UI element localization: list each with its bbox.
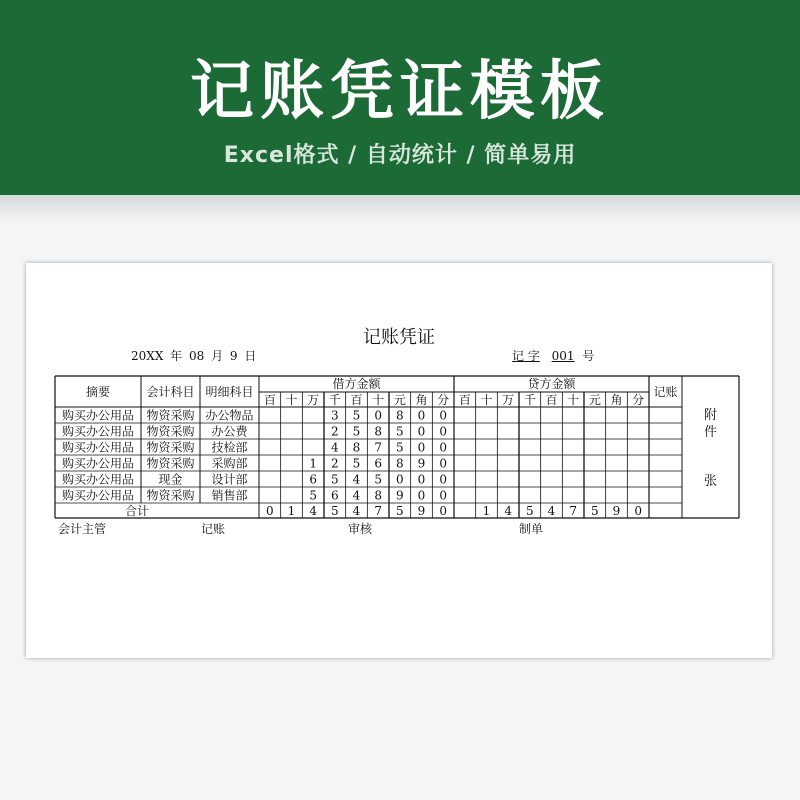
row-detail: 销售部 xyxy=(211,488,248,503)
digit-header-debit: 百 xyxy=(263,393,276,407)
header-credit: 贷方金额 xyxy=(527,377,576,391)
total-credit-digit: 4 xyxy=(504,504,512,518)
digit-header-debit: 元 xyxy=(393,393,406,407)
total-credit-digit: 1 xyxy=(482,504,491,518)
total-credit-digit: 7 xyxy=(569,504,577,518)
row-summary: 购买办公用品 xyxy=(61,488,135,503)
debit-digit: 0 xyxy=(374,408,382,423)
row-summary: 购买办公用品 xyxy=(61,472,135,487)
sign-reviewer: 审核 xyxy=(348,522,373,536)
debit-digit: 8 xyxy=(374,424,382,439)
digit-header-credit: 元 xyxy=(588,393,601,407)
total-debit-digit: 5 xyxy=(331,504,339,518)
banner-shadow xyxy=(0,195,800,223)
row-account: 物资采购 xyxy=(146,456,195,471)
attachment-unit: 张 xyxy=(703,474,718,489)
digit-header-credit: 千 xyxy=(523,393,536,407)
debit-digit: 0 xyxy=(417,408,426,423)
digit-header-debit: 百 xyxy=(350,393,363,407)
voucher-title: 记账凭证 xyxy=(363,327,435,348)
debit-digit: 8 xyxy=(352,440,361,455)
row-detail: 设计部 xyxy=(211,472,248,487)
row-account: 物资采购 xyxy=(146,408,195,423)
debit-digit: 0 xyxy=(439,408,447,423)
digit-header-credit: 分 xyxy=(632,393,645,407)
row-summary: 购买办公用品 xyxy=(61,424,135,439)
voucher-date: 20XX 年 08 月 9 日 xyxy=(131,349,257,363)
debit-digit: 4 xyxy=(331,440,339,455)
total-debit-digit: 7 xyxy=(374,504,382,518)
digit-header-credit: 十 xyxy=(480,393,493,407)
total-credit-digit: 9 xyxy=(612,504,621,518)
row-account: 物资采购 xyxy=(146,424,195,439)
debit-digit: 5 xyxy=(352,408,361,423)
voucher-table xyxy=(26,263,772,658)
total-credit-digit: 5 xyxy=(591,504,599,518)
debit-digit: 5 xyxy=(352,424,361,439)
total-credit-digit: 0 xyxy=(634,504,642,518)
digit-header-debit: 千 xyxy=(328,393,341,407)
debit-digit: 9 xyxy=(396,488,404,503)
debit-digit: 5 xyxy=(396,424,404,439)
row-summary: 购买办公用品 xyxy=(61,408,135,423)
debit-digit: 0 xyxy=(417,440,426,455)
total-debit-digit: 5 xyxy=(396,504,404,518)
debit-digit: 0 xyxy=(439,440,447,455)
header-debit: 借方金额 xyxy=(332,377,381,391)
total-credit-digit: 4 xyxy=(547,504,556,518)
header-account: 会计科目 xyxy=(146,385,195,399)
digit-header-debit: 万 xyxy=(307,393,320,407)
digit-header-debit: 十 xyxy=(285,393,298,407)
digit-header-credit: 十 xyxy=(567,393,580,407)
debit-digit: 5 xyxy=(396,440,404,455)
row-detail: 办公物品 xyxy=(205,408,254,423)
total-credit-digit: 5 xyxy=(526,504,534,518)
debit-digit: 5 xyxy=(331,472,339,487)
attachment-label: 附 xyxy=(703,408,718,423)
banner-subtitle: Excel格式 / 自动统计 / 简单易用 xyxy=(223,143,577,168)
debit-digit: 8 xyxy=(396,456,404,471)
total-debit-digit: 0 xyxy=(266,504,274,518)
debit-digit: 0 xyxy=(439,456,447,471)
row-account: 现金 xyxy=(158,472,183,487)
row-summary: 购买办公用品 xyxy=(61,456,135,471)
debit-digit: 6 xyxy=(331,488,339,503)
digit-header-debit: 角 xyxy=(415,393,428,407)
total-debit-digit: 9 xyxy=(417,504,426,518)
debit-digit: 0 xyxy=(396,472,404,487)
debit-digit: 6 xyxy=(374,456,382,471)
debit-digit: 5 xyxy=(352,456,361,471)
attachment-label: 件 xyxy=(703,425,718,440)
debit-digit: 0 xyxy=(439,424,447,439)
row-account: 物资采购 xyxy=(146,488,195,503)
digit-header-debit: 十 xyxy=(372,393,385,407)
mark-suffix: 号 xyxy=(582,349,595,363)
debit-digit: 2 xyxy=(331,456,339,471)
debit-digit: 4 xyxy=(352,488,361,503)
debit-digit: 2 xyxy=(331,424,339,439)
digit-header-credit: 百 xyxy=(458,393,471,407)
debit-digit: 8 xyxy=(374,488,382,503)
debit-digit: 9 xyxy=(417,456,426,471)
header-banner xyxy=(0,0,800,195)
row-detail: 采购部 xyxy=(211,456,248,471)
total-label: 合计 xyxy=(124,504,150,518)
header-detail: 明细科目 xyxy=(205,385,254,399)
debit-digit: 0 xyxy=(439,472,447,487)
debit-digit: 7 xyxy=(374,440,382,455)
debit-digit: 4 xyxy=(352,472,361,487)
debit-digit: 5 xyxy=(374,472,382,487)
digit-header-credit: 角 xyxy=(610,393,623,407)
sign-supervisor: 会计主管 xyxy=(58,522,107,536)
digit-header-debit: 分 xyxy=(437,393,450,407)
total-debit-digit: 0 xyxy=(439,504,447,518)
row-summary: 购买办公用品 xyxy=(61,440,135,455)
digit-header-credit: 百 xyxy=(545,393,558,407)
row-detail: 技检部 xyxy=(211,440,248,455)
debit-digit: 0 xyxy=(417,488,426,503)
sign-preparer: 制单 xyxy=(519,522,544,536)
debit-digit: 6 xyxy=(309,472,317,487)
row-detail: 办公费 xyxy=(211,424,248,439)
debit-digit: 1 xyxy=(309,456,317,471)
debit-digit: 0 xyxy=(417,472,426,487)
debit-digit: 5 xyxy=(309,488,317,503)
row-account: 物资采购 xyxy=(146,440,195,455)
total-debit-digit: 4 xyxy=(309,504,317,518)
digit-header-credit: 万 xyxy=(502,393,515,407)
total-debit-digit: 1 xyxy=(287,504,296,518)
debit-digit: 0 xyxy=(439,488,447,503)
total-debit-digit: 4 xyxy=(352,504,361,518)
header-posted: 记账 xyxy=(653,385,678,399)
voucher-sheet xyxy=(26,263,772,658)
sign-bookkeeper: 记账 xyxy=(201,522,226,536)
mark-number: 001 xyxy=(551,349,575,363)
debit-digit: 3 xyxy=(331,408,339,423)
debit-digit: 0 xyxy=(417,424,426,439)
mark-prefix: 记 字 xyxy=(512,349,540,363)
header-summary: 摘要 xyxy=(85,385,111,399)
banner-title: 记账凭证模板 xyxy=(190,55,610,129)
debit-digit: 8 xyxy=(396,408,404,423)
